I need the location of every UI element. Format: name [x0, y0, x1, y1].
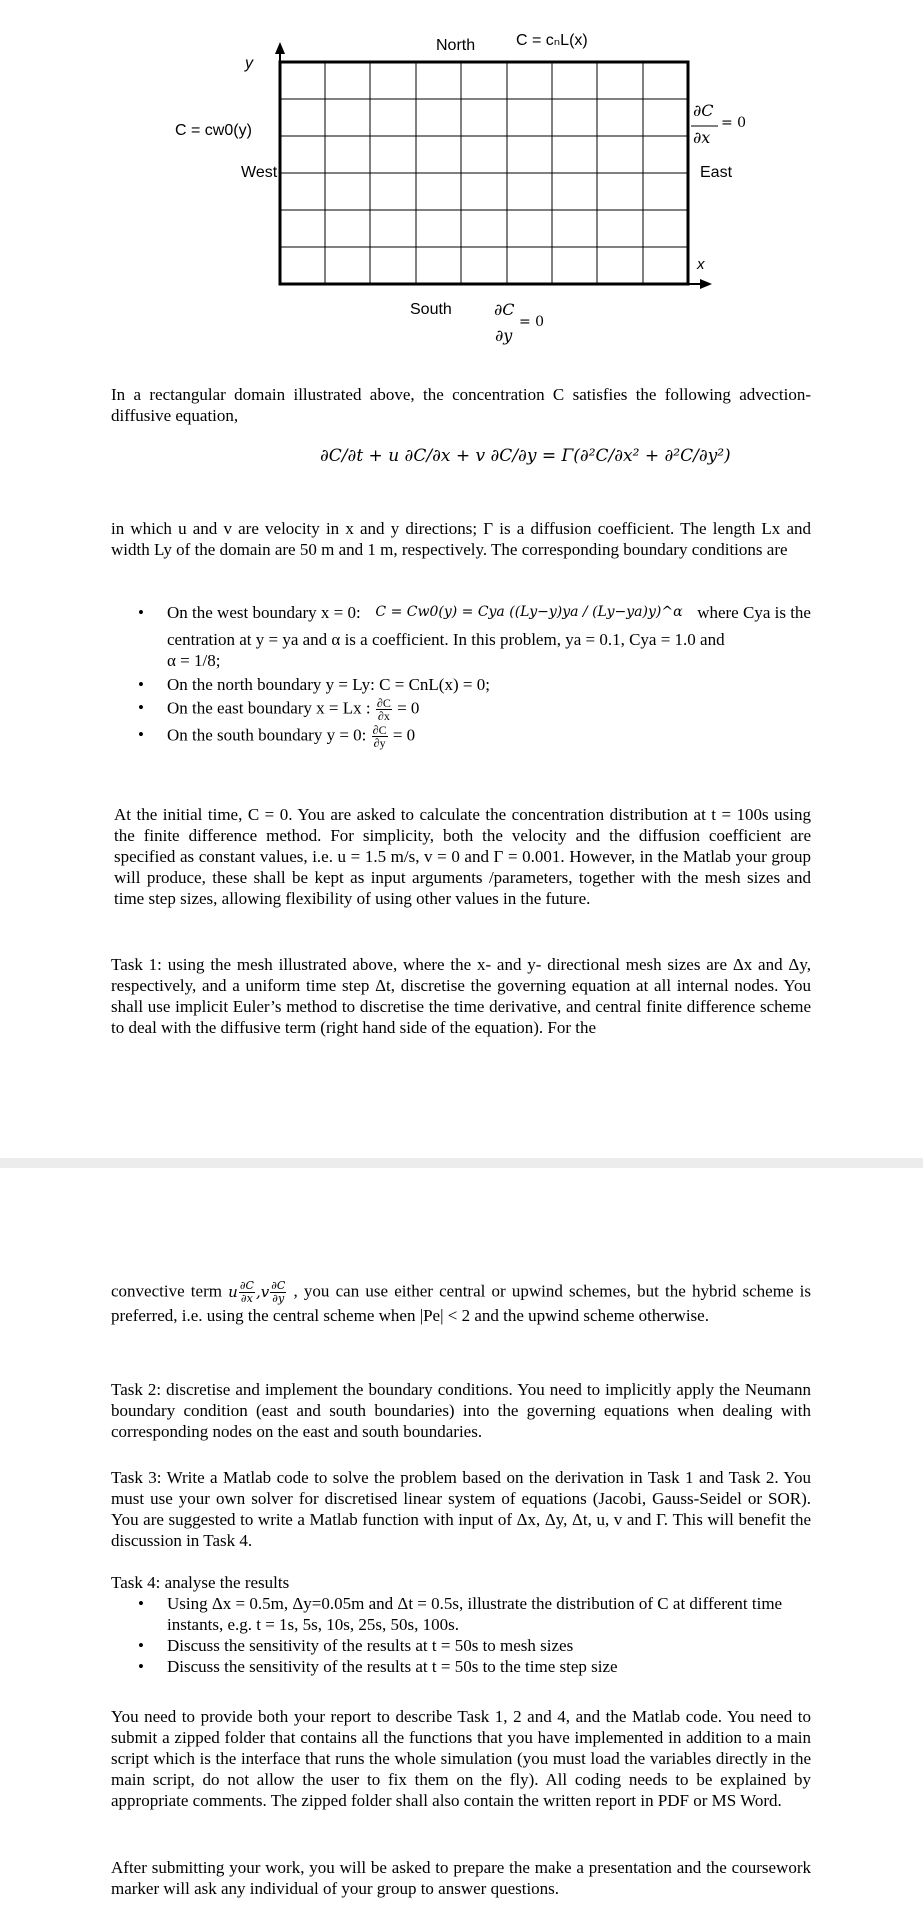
- bc-west-where: where Cya is the: [697, 603, 811, 622]
- page-separator: [0, 1158, 923, 1168]
- north-label: North: [436, 37, 476, 54]
- submission-text: You need to provide both your report to describe Task 1, 2 and 4, and the Matlab code. You need to submit a zipped folder that contains all the functions that you have implemented in addition to a main script which is the interface that runs the whole simulation (you must load the variables directly in the main script, do not allow the user to fix them on the fly). All coding needs to be explained by appropriate comments. The zipped folder shall also contain the written report in PDF or MS Word.: [111, 1707, 811, 1810]
- bc-east-rhs: = 0: [397, 698, 420, 718]
- bc-south-denominator: ∂y: [373, 736, 386, 750]
- bc-west-formula: C = Cw0(y) = Cya ((Ly−y)ya / (Ly−ya)y)^α: [375, 604, 683, 620]
- description-text: in which u and v are velocity in x and y directions; Γ is a diffusion coefficient. The length Lx and width Ly of the domain are 50 m and 1 m, respectively. The corresponding boundary conditions are: [111, 519, 811, 559]
- task3-paragraph: [111, 1467, 811, 1551]
- bc-south-numerator: ∂C: [372, 723, 387, 737]
- bc-west-line2: centration at y = ya and α is a coefficient. In this problem, ya = 0.1, Cya = 1.0 and: [167, 630, 725, 649]
- south-bc-numerator: ∂C: [494, 300, 515, 319]
- convective-text-a: convective term: [111, 1281, 222, 1301]
- x-axis-arrow-icon: [700, 279, 712, 289]
- convective-text-b: , you can use either central or upwind schemes, but the hybrid scheme is preferred, i.e. using the central scheme when |Pe| < 2 and the upwind scheme otherwise.: [111, 1281, 812, 1325]
- task4-item-3: [111, 1656, 811, 1677]
- task4-item-3-text: Discuss the sensitivity of the results at t = 50s to the time step size: [167, 1657, 618, 1676]
- task4-item-2: [111, 1635, 811, 1656]
- presentation-paragraph: [111, 1857, 811, 1899]
- task1-text: Task 1: using the mesh illustrated above, where the x- and y- directional mesh sizes are Δx and Δy, respectively, and a uniform time step Δt, discretise the governing equation at all internal nodes. You shall use implicit Euler’s method to discretise the time derivative, and central finite difference scheme to deal with the diffusive term (right hand side of the equation). For the: [111, 955, 811, 1037]
- grid-horizontal-lines: [280, 99, 688, 247]
- task3-text: Task 3: Write a Matlab code to solve the problem based on the derivation in Task 1 and Task 2. You must use your own solver for discretised linear system of equations (Jacobi, Gauss-Seidel or SOR). You are suggested to write a Matlab function with input of Δx, Δy, Δt, u, v and Γ. This will benefit the discussion in Task 4.: [111, 1468, 811, 1550]
- bc-west-line1: [167, 602, 811, 623]
- bc-east-denominator: ∂x: [377, 709, 390, 723]
- submission-paragraph: [111, 1706, 811, 1811]
- south-label: South: [410, 301, 452, 318]
- convective-term-paragraph: [111, 1280, 811, 1326]
- north-boundary-condition: C = cₙL(x): [516, 32, 588, 49]
- bc-north-text: On the north boundary y = Ly: C = CnL(x) = 0;: [167, 675, 490, 694]
- convective-text: [111, 1280, 811, 1326]
- bc-south-rhs: = 0: [392, 725, 416, 745]
- west-label: West: [241, 164, 278, 181]
- south-bc-rhs: = 0: [519, 314, 545, 330]
- task2-paragraph: [111, 1379, 811, 1442]
- task4-list: [111, 1593, 811, 1677]
- task4-item-2-text: Discuss the sensitivity of the results at t = 50s to mesh sizes: [167, 1636, 574, 1655]
- boundary-conditions-list: [111, 602, 811, 749]
- document-page-2: [0, 1168, 923, 1920]
- y-axis-arrow-icon: [275, 42, 285, 54]
- y-axis-label: y: [245, 55, 253, 72]
- x-axis-label: x: [697, 256, 705, 273]
- convective-math: u $\frac{\partial C}{\partial x}$ ,v $\frac{\partial C}{\partial y}$: [228, 1279, 286, 1305]
- initial-condition-paragraph: [114, 804, 811, 909]
- intro-paragraph: [111, 384, 811, 426]
- task2-text: Task 2: discretise and implement the boundary conditions. You need to implicitly apply the Neumann boundary condition (east and south boundaries) into the governing equations when dealing with corresponding nodes on the east and south boundaries.: [111, 1380, 811, 1441]
- bc-west-text: • On the west boundary x = 0:: [167, 603, 361, 622]
- south-bc-denominator: ∂y: [495, 326, 513, 345]
- task4-item-1: [111, 1593, 811, 1635]
- task1-paragraph: [111, 954, 811, 1038]
- task4-title-text: Task 4: analyse the results: [111, 1573, 290, 1592]
- east-bc-rhs: = 0: [721, 115, 747, 131]
- bc-west-item: [111, 602, 811, 671]
- task4-item-1-text: Using Δx = 0.5m, Δy=0.05m and Δt = 0.5s, illustrate the distribution of C at different time instants, e.g. t = 1s, 5s, 10s, 25s, 50s, 100s.: [167, 1594, 783, 1634]
- initial-text: At the initial time, C = 0. You are asked to calculate the concentration distribution at t = 100s using the finite difference method. For simplicity, both the velocity and the diffusion coefficient are specified as constant values, i.e. u = 1.5 m/s, v = 0 and Γ = 0.001. However, in the Matlab your group will produce, these shall be kept as input arguments /parameters, together with the mesh sizes and time step sizes, allowing flexibility of using other values in the future.: [114, 805, 811, 908]
- description-paragraph: [111, 518, 811, 560]
- presentation-text: After submitting your work, you will be asked to prepare the make a presentation and the coursework marker will ask any individual of your group to answer questions.: [111, 1858, 811, 1898]
- east-bc-denominator: ∂x: [693, 128, 711, 147]
- intro-text: In a rectangular domain illustrated above, the concentration C satisfies the following advection-diffusive equation,: [111, 385, 811, 425]
- task4-title: [111, 1572, 811, 1593]
- bc-south-item: [111, 724, 811, 749]
- east-label: East: [700, 164, 733, 181]
- bc-south-text: On the south boundary y = 0:: [167, 725, 367, 745]
- bc-east-item: [111, 697, 811, 722]
- governing-equation: ∂C/∂t + u ∂C/∂x + v ∂C/∂y = Γ(∂²C/∂x² + ∂²C/∂y²): [320, 446, 731, 466]
- east-bc-numerator: ∂C: [693, 101, 714, 120]
- west-boundary-condition: C = cw0(y): [175, 122, 252, 139]
- bc-east-numerator: ∂C: [376, 696, 391, 710]
- bc-north-item: [111, 674, 811, 695]
- bc-east-text: On the east boundary x = Lx :: [167, 698, 371, 718]
- bc-west-line3: α = 1/8;: [167, 651, 221, 670]
